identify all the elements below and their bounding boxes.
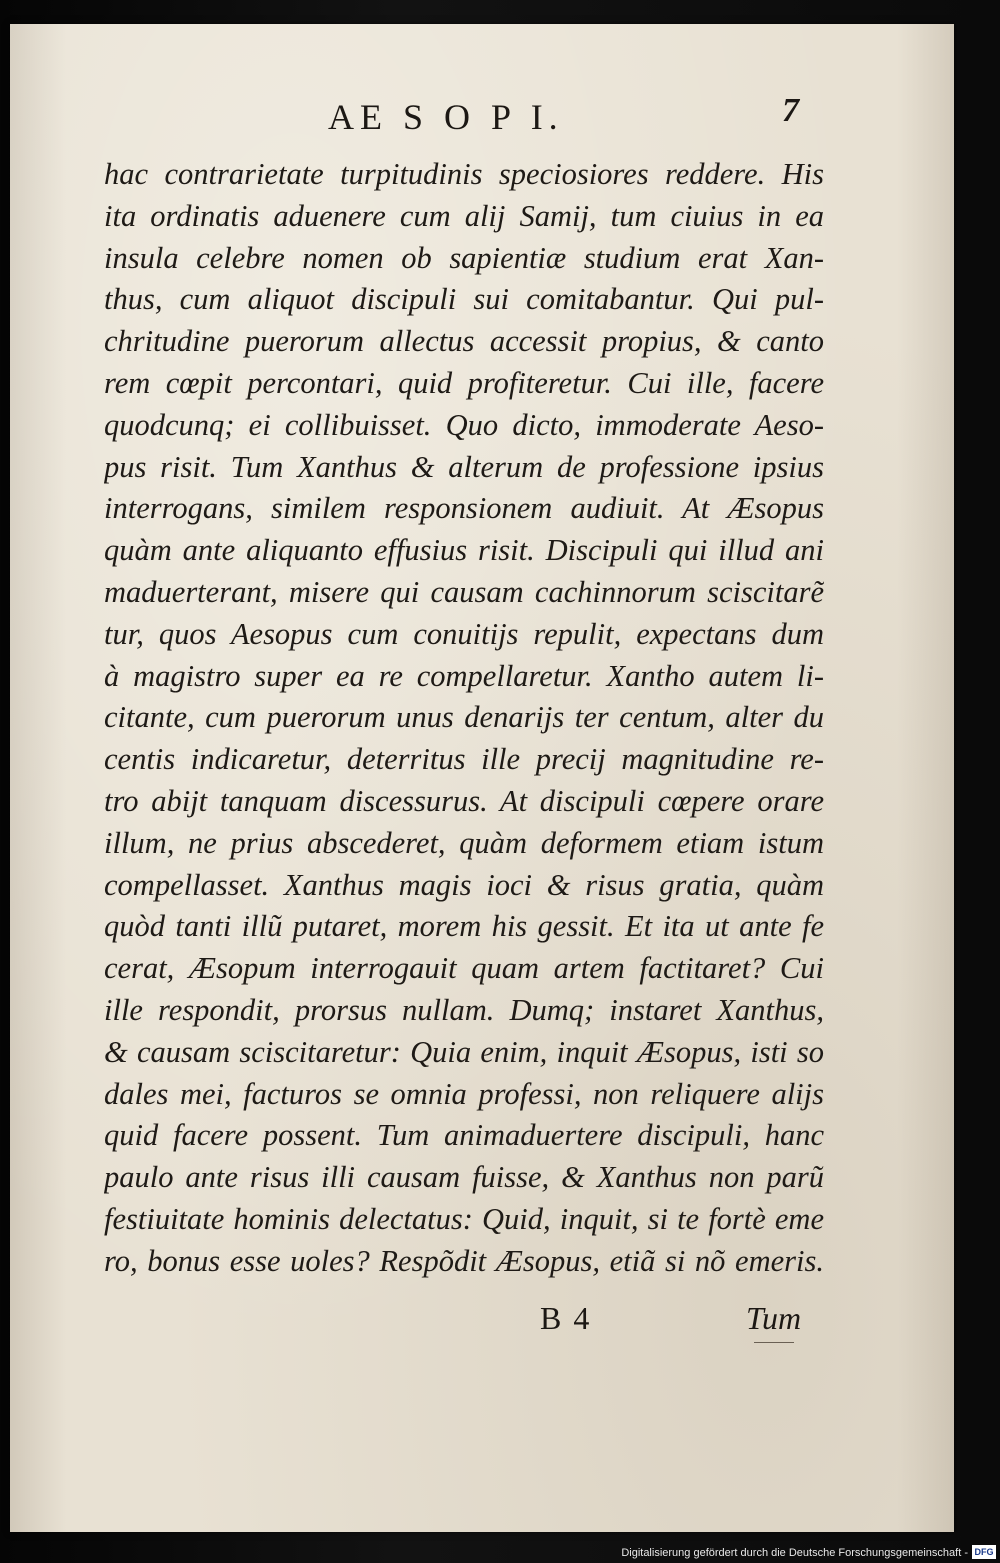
body-text [104, 154, 824, 1283]
text-line: thus, cum aliquot discipuli sui comitabantur. Qui pul- [104, 282, 824, 317]
catchword-rule [754, 1342, 794, 1343]
text-line: illum, ne prius abscederet, quàm deformem etiam istum [104, 825, 824, 860]
text-line: & causam sciscitaretur: Quia enim, inquit Æsopus, isti so [104, 1034, 824, 1069]
text-line: centis indicaretur, deterritus ille precij magnitudine re- [104, 742, 824, 777]
page-footer [10, 1300, 954, 1350]
text-line: citante, cum puerorum unus denarijs ter centum, alter du [104, 700, 824, 735]
text-line: rem cœpit percontari, quid profiteretur. Cui ille, facere [104, 365, 824, 400]
catchword: Tum [746, 1300, 802, 1336]
text-line: maduerterant, misere qui causam cachinnorum sciscitarẽ [104, 574, 824, 609]
text-line: quodcunq; ei collibuisset. Quo dicto, immoderate Aeso- [104, 407, 824, 442]
text-line: ro, bonus esse uoles? Respõdit Æsopus, etiã si nõ emeris. [104, 1243, 824, 1278]
text-line: quàm ante aliquanto effusius risit. Discipuli qui illud ani [104, 533, 824, 568]
text-line: cerat, Æsopum interrogauit quam artem factitaret? Cui [104, 951, 824, 986]
text-line: hac contrarietate turpitudinis speciosiores reddere. His [104, 157, 824, 191]
text-line: chritudine puerorum allectus accessit propius, & canto [104, 324, 824, 359]
page-header [10, 92, 954, 146]
running-title: AE S O P I. [328, 97, 564, 137]
text-line: quòd tanti illũ putaret, morem his gessit. Et ita ut ante fe [104, 909, 824, 944]
book-page [10, 24, 954, 1532]
text-line: tur, quos Aesopus cum conuitijs repulit, expectans dum [104, 616, 824, 651]
text-line: quid facere possent. Tum animaduertere discipuli, hanc [104, 1118, 824, 1153]
text-line: à magistro super ea re compellaretur. Xantho autem li- [104, 658, 824, 693]
text-line: tro abijt tanquam discessurus. At discipuli cœpere orare [104, 783, 824, 818]
text-line: insula celebre nomen ob sapientiæ studium erat Xan- [104, 240, 824, 275]
text-line: compellasset. Xanthus magis ioci & risus gratia, quàm [104, 867, 824, 902]
text-line: festiuitate hominis delectatus: Quid, inquit, si te fortè eme [104, 1201, 824, 1236]
dfg-logo: DFG [972, 1545, 996, 1559]
text-line: ita ordinatis aduenere cum alij Samij, tum ciuius in ea [104, 198, 824, 233]
signature-mark: B 4 [540, 1300, 592, 1336]
digitization-credit: Digitalisierung gefördert durch die Deutsche Forschungsgemeinschaft - [621, 1547, 968, 1559]
folio-number: 7 [782, 92, 799, 129]
text-line: interrogans, similem responsionem audiuit. At Æsopus [104, 491, 824, 526]
text-line: paulo ante risus illi causam fuisse, & Xanthus non parũ [104, 1160, 824, 1195]
text-line: pus risit. Tum Xanthus & alterum de professione ipsius [104, 449, 824, 484]
text-line: dales mei, facturos se omnia professi, non reliquere alijs [104, 1076, 824, 1111]
text-line: ille respondit, prorsus nullam. Dumq; instaret Xanthus, [104, 992, 824, 1027]
